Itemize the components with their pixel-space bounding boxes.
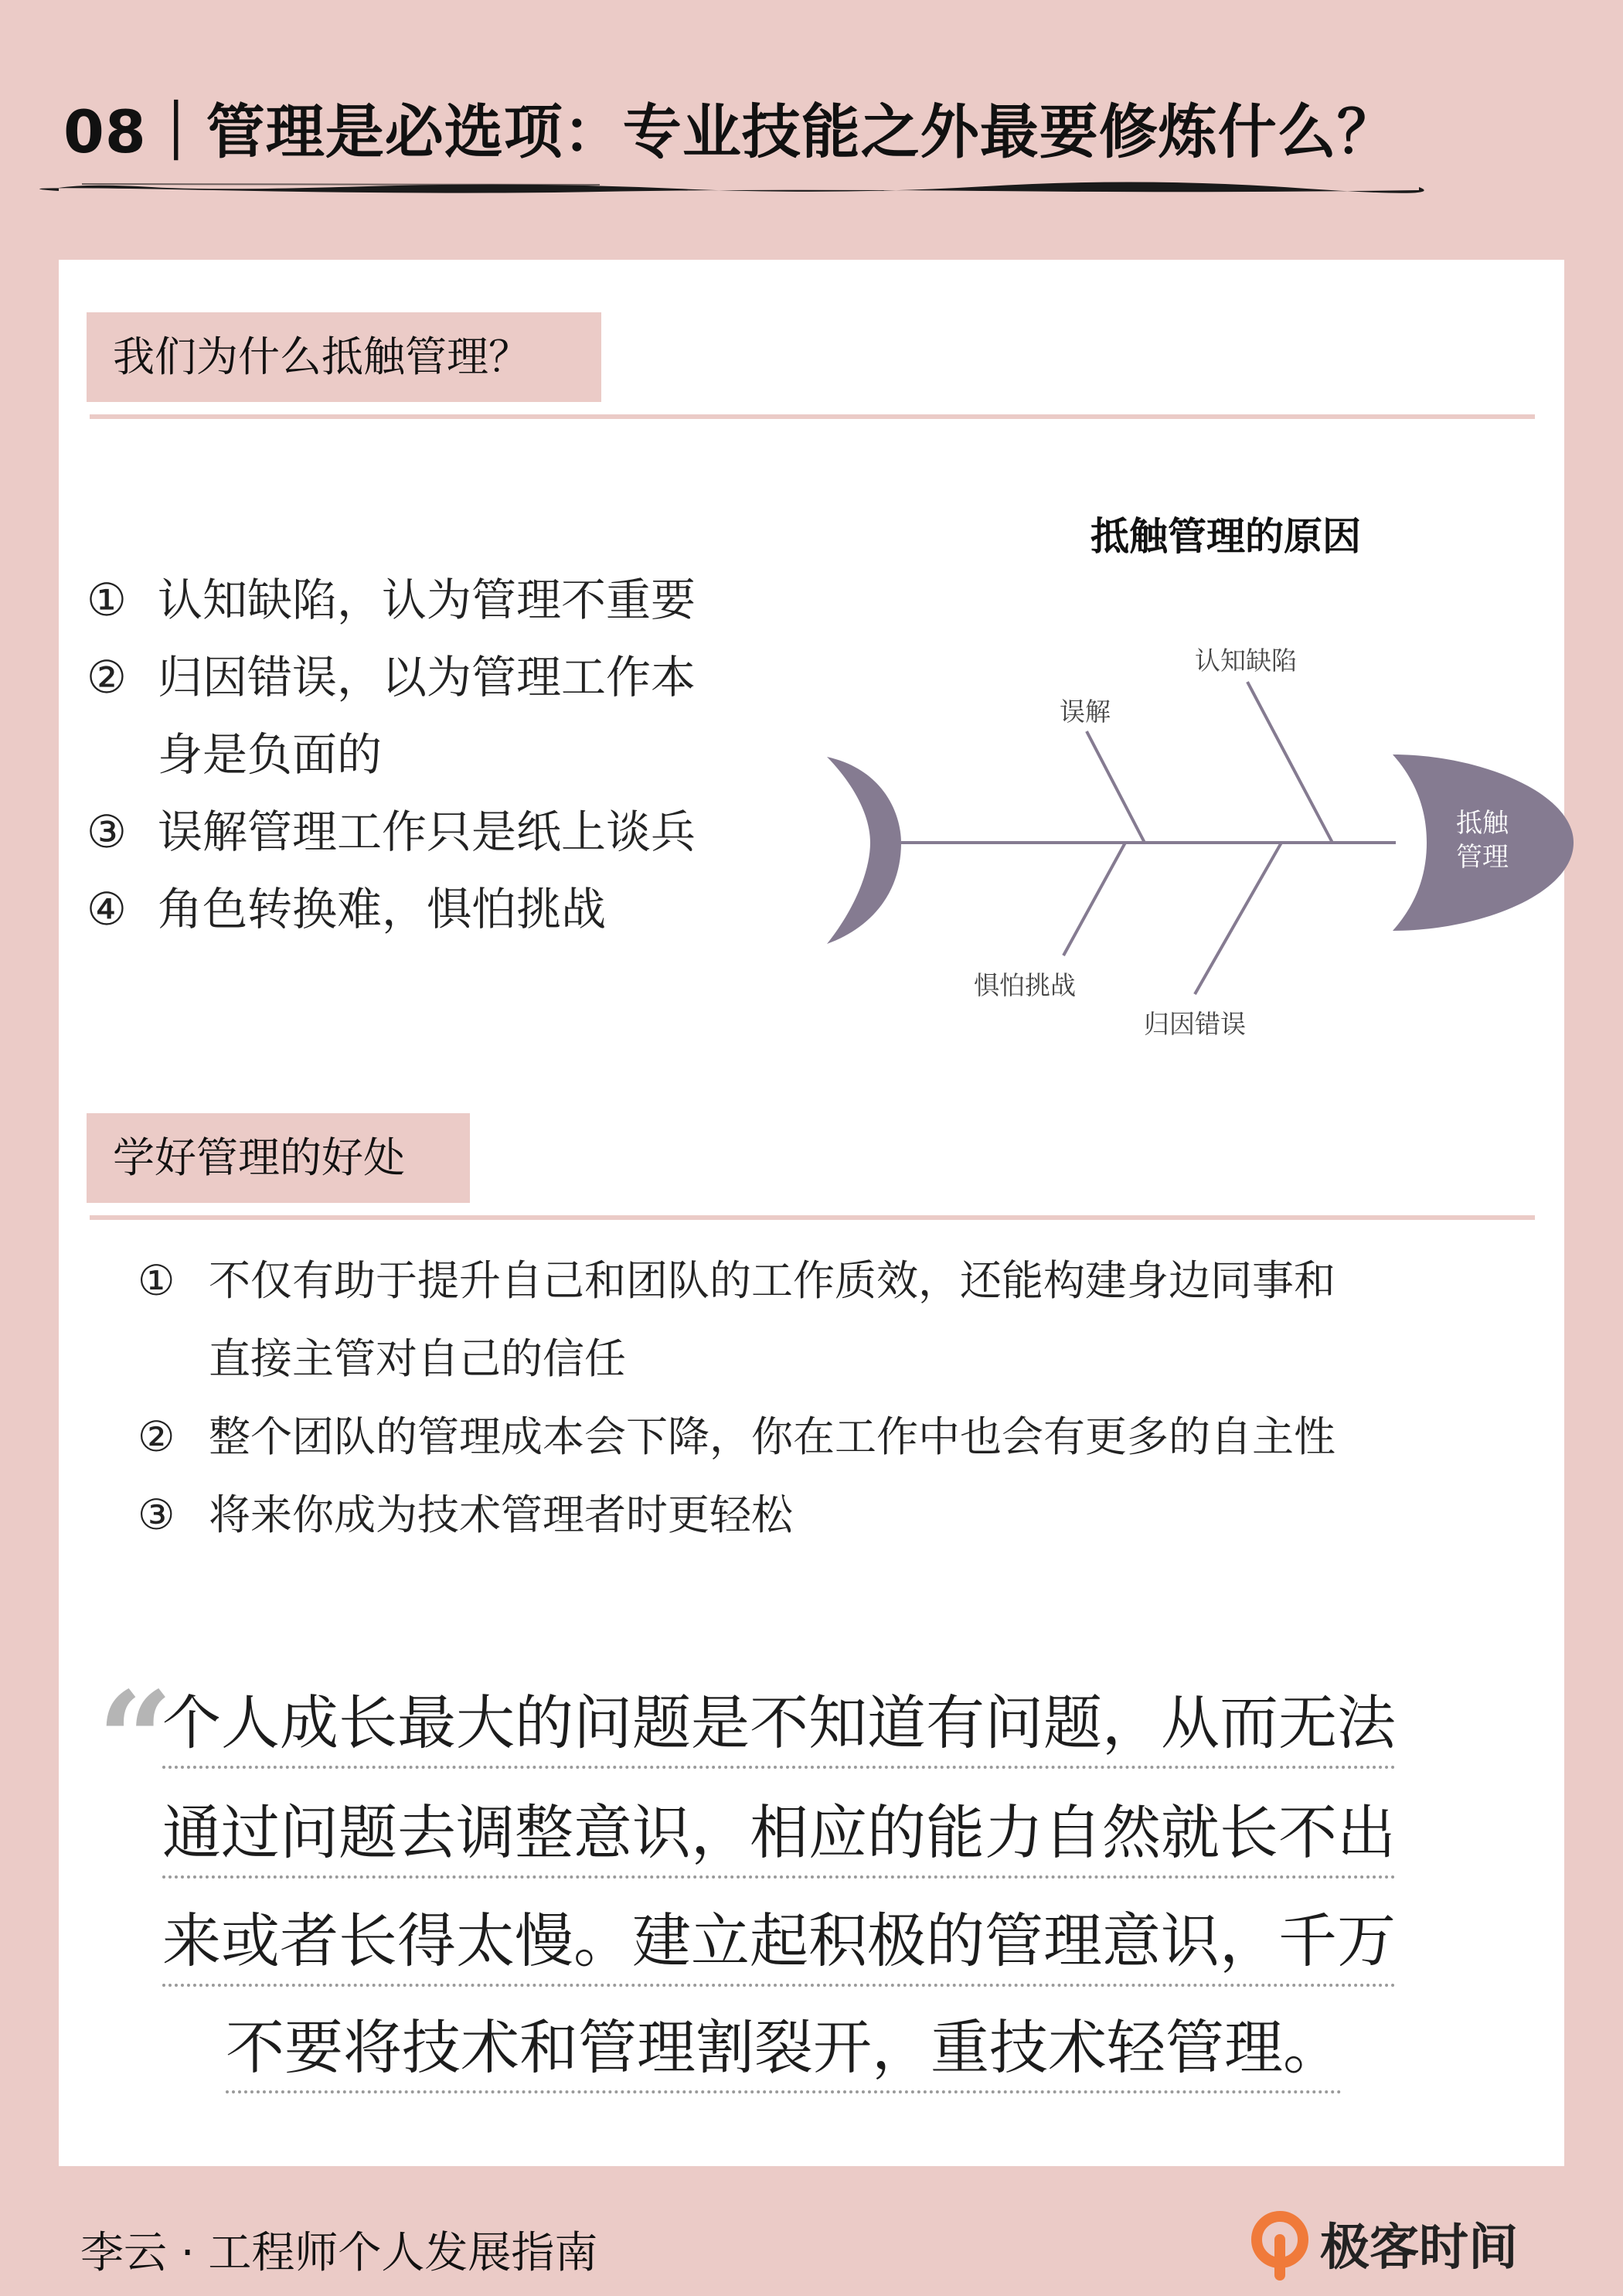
list-number: ③ [138,1490,175,1539]
head-label: 管理 [1456,842,1509,873]
list-text: 误解管理工作只是纸上谈兵 [158,806,696,858]
bone-label: 惧怕挑战 [974,970,1076,1000]
section-heading-benefits: 学好管理的好处 [87,1113,470,1203]
head-label: 抵触 [1456,808,1509,839]
list-number: ② [138,1412,175,1461]
bone-label: 认知缺陷 [1195,646,1297,676]
bone-top-right [1247,682,1332,843]
quote-line: 来或者长得太慢。建立起积极的管理意识，千万 [162,1899,1396,1987]
bone-label: 误解 [1060,697,1111,727]
list-text: 归因错误，以为管理工作本 身是负面的 [158,651,696,781]
list-text: 角色转换难，惧怕挑战 [158,883,607,935]
section-divider [90,414,1535,419]
brand-logo [1249,2208,1518,2279]
section-divider [90,1215,1535,1220]
fishbone-diagram [801,507,1574,1039]
list-item [87,561,782,639]
list-number: ① [138,1256,175,1305]
content-card [59,260,1564,2166]
section-heading-resistance: 我们为什么抵触管理？ [87,312,601,402]
list-number: ④ [87,883,127,935]
list-item [138,1476,1529,1554]
fish-tail [827,757,901,944]
list-item [87,639,782,793]
list-item [138,1398,1529,1476]
list-text: 不仅有助于提升自己和团队的工作质效，还能构建身边同事和 直接主管对自己的信任 [209,1256,1335,1383]
list-text: 将来你成为技术管理者时更轻松 [209,1490,793,1539]
quote-mark-icon: “ [97,1663,173,1817]
list-item [87,870,782,948]
quote-line: 通过问题去调整意识，相应的能力自然就长不出 [162,1790,1396,1879]
diagram-title: 抵触管理的原因 [1091,514,1361,559]
bone-top-left [1087,731,1145,843]
page-title: 08｜管理是必选项：专业技能之外最要修炼什么？ [63,97,1397,166]
quote-line: 不要将技术和管理割裂开，重技术轻管理。 [226,2005,1342,2093]
brand-logo-icon [1249,2209,1311,2278]
reason-list [87,561,782,948]
list-number: ② [87,651,127,703]
bone-bottom-left [1063,843,1125,956]
list-number: ③ [87,806,127,858]
list-item [87,793,782,870]
list-item [138,1242,1529,1398]
brand-name: 极客时间 [1320,2219,1518,2277]
quote-line: 个人成长最大的问题是不知道有问题，从而无法 [162,1681,1396,1769]
benefit-list [138,1242,1529,1554]
list-number: ① [87,574,127,626]
list-text: 认知缺陷，认为管理不重要 [158,574,696,626]
bone-label: 归因错误 [1144,1009,1246,1039]
list-text: 整个团队的管理成本会下降，你在工作中也会有更多的自主性 [209,1412,1335,1461]
bone-bottom-right [1195,843,1281,994]
course-name: 李云 · 工程师个人发展指南 [80,2228,598,2278]
brush-underline [59,181,1419,195]
